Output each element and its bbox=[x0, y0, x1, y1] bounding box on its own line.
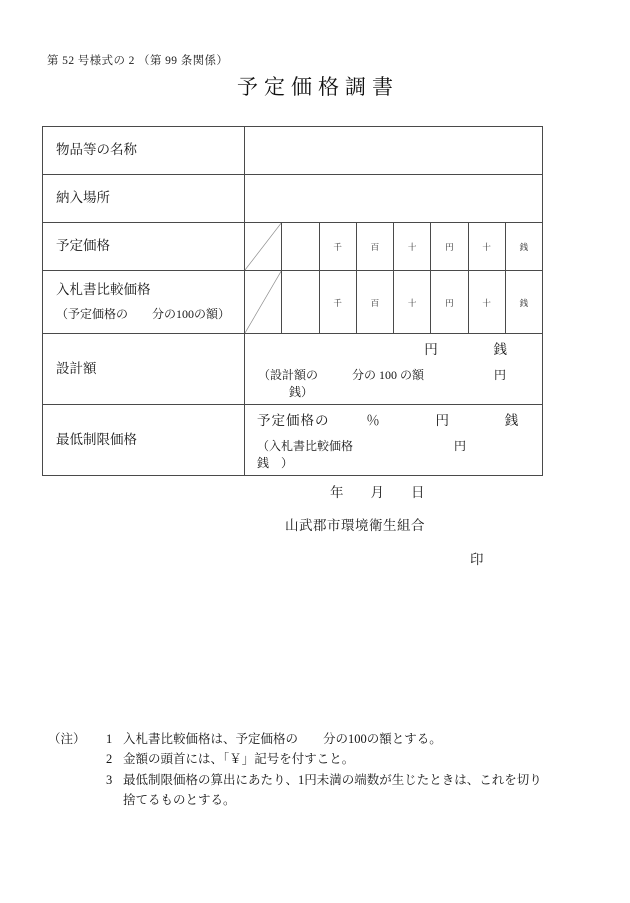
row-label-text: 入札書比較価格 bbox=[56, 282, 151, 298]
currency-header-label: 十 bbox=[407, 297, 417, 308]
design-yen-label: 円 bbox=[424, 342, 439, 357]
form-number-label: 第 52 号様式の 2 （第 99 条関係） bbox=[47, 55, 229, 67]
notes-list bbox=[106, 729, 542, 810]
row-value-design-amount[interactable] bbox=[245, 334, 543, 405]
organization-name: 山武郡市環境衛生組合 bbox=[285, 518, 425, 533]
row-value-minimum-price[interactable] bbox=[245, 405, 543, 476]
seal-mark: 印 bbox=[470, 552, 484, 567]
design-amount-note-line bbox=[257, 366, 530, 400]
diagonal-line-icon bbox=[245, 271, 281, 333]
row-value-item-name[interactable] bbox=[245, 127, 543, 175]
design-note-prefix: （設計額の bbox=[258, 368, 319, 382]
row-value-delivery-place[interactable] bbox=[245, 175, 543, 223]
list-item bbox=[106, 770, 542, 811]
notes-label: （注） bbox=[48, 732, 86, 746]
minimum-price-note-line bbox=[257, 437, 530, 471]
currency-header-label: 千 bbox=[333, 297, 342, 308]
currency-spacer-cell-estimated[interactable] bbox=[282, 223, 319, 271]
design-sen-label: 銭 bbox=[493, 342, 508, 357]
currency-cell-hundred-comparison[interactable] bbox=[356, 271, 393, 334]
currency-header-label: 十 bbox=[407, 242, 417, 253]
row-label-bid-comparison-price bbox=[43, 271, 245, 334]
currency-header-label: 百 bbox=[370, 242, 380, 253]
note-text: 金額の頭首には、「￥」記号を付すこと。 bbox=[123, 752, 355, 767]
diagonal-strike-cell-comparison bbox=[245, 271, 282, 334]
table-row bbox=[43, 223, 543, 271]
design-note-sen: 銭） bbox=[289, 385, 314, 399]
note-number: 1 bbox=[106, 732, 113, 746]
price-estimate-table bbox=[42, 126, 543, 476]
row-label-delivery-place bbox=[43, 175, 245, 223]
minimum-price-yen: 円 bbox=[435, 413, 450, 428]
list-item bbox=[106, 729, 542, 749]
minimum-note-prefix: （入札書比較価格 bbox=[257, 439, 354, 453]
table-row bbox=[43, 405, 543, 476]
row-label-text: 最低制限価格 bbox=[56, 431, 137, 447]
currency-header-label: 銭 bbox=[519, 242, 529, 253]
currency-spacer-cell-comparison[interactable] bbox=[282, 271, 319, 334]
currency-header-label: 銭 bbox=[519, 297, 529, 308]
currency-cell-thousand-comparison[interactable] bbox=[319, 271, 356, 334]
currency-header-label: 円 bbox=[445, 297, 454, 308]
row-label-item-name bbox=[43, 127, 245, 175]
list-item bbox=[106, 749, 542, 769]
currency-header-label: 十 bbox=[482, 242, 491, 253]
currency-cell-yen-comparison[interactable] bbox=[431, 271, 468, 334]
table-row bbox=[43, 127, 543, 175]
diagonal-line-icon bbox=[245, 223, 281, 270]
minimum-price-formula-line bbox=[257, 409, 530, 429]
currency-header-label: 十 bbox=[482, 297, 491, 308]
row-label-estimated-price bbox=[43, 223, 245, 271]
minimum-price-prefix: 予定価格の bbox=[257, 413, 330, 428]
currency-cell-yen-estimated[interactable] bbox=[431, 223, 468, 271]
table-row bbox=[43, 334, 543, 405]
row-label-minimum-price bbox=[43, 405, 245, 476]
note-number: 3 bbox=[106, 772, 113, 787]
note-text: 最低制限価格の算出にあたり、1円未満の端数が生じたときは、これを切り bbox=[123, 772, 542, 787]
row-label-text: 納入場所 bbox=[56, 190, 110, 206]
table-row bbox=[43, 271, 543, 334]
row-label-text: 予定価格 bbox=[56, 238, 110, 254]
table-row bbox=[43, 175, 543, 223]
row-label-design-amount bbox=[43, 334, 245, 405]
minimum-note-yen: 円 bbox=[454, 439, 467, 453]
currency-cell-ten-estimated[interactable] bbox=[394, 223, 431, 271]
currency-header-label: 千 bbox=[333, 242, 342, 253]
design-note-fraction: 分の 100 の額 bbox=[352, 368, 425, 382]
date-line[interactable]: 年 月 日 bbox=[330, 485, 425, 500]
note-number: 2 bbox=[106, 752, 113, 767]
currency-cell-sen-estimated[interactable] bbox=[505, 223, 542, 271]
note-first-line bbox=[106, 770, 542, 790]
currency-cell-sen-comparison[interactable] bbox=[505, 271, 542, 334]
minimum-price-percent: ％ bbox=[366, 413, 381, 428]
design-amount-units-line bbox=[257, 338, 530, 358]
currency-cell-hundred-estimated[interactable] bbox=[356, 223, 393, 271]
row-sublabel-text: （予定価格の 分の100の額） bbox=[56, 307, 231, 322]
note-text: 入札書比較価格は、予定価格の 分の100の額とする。 bbox=[123, 732, 442, 746]
diagonal-strike-cell-estimated bbox=[245, 223, 282, 271]
currency-cell-ten-sen-comparison[interactable] bbox=[468, 271, 505, 334]
minimum-price-sen: 銭 bbox=[504, 413, 520, 428]
currency-cell-ten-comparison[interactable] bbox=[394, 271, 431, 334]
notes-section bbox=[48, 729, 542, 810]
currency-header-label: 百 bbox=[370, 297, 380, 308]
design-note-yen: 円 bbox=[494, 368, 507, 382]
row-label-text: 物品等の名称 bbox=[56, 142, 137, 158]
currency-header-label: 円 bbox=[445, 242, 454, 253]
currency-cell-ten-sen-estimated[interactable] bbox=[468, 223, 505, 271]
row-label-text: 設計額 bbox=[56, 360, 97, 376]
currency-cell-sen-thousand-estimated[interactable] bbox=[319, 223, 356, 271]
minimum-note-sen: 銭 ） bbox=[257, 456, 294, 470]
note-continuation-text: 捨てるものとする。 bbox=[123, 792, 236, 807]
document-title: 予定価格調書 bbox=[237, 75, 399, 99]
